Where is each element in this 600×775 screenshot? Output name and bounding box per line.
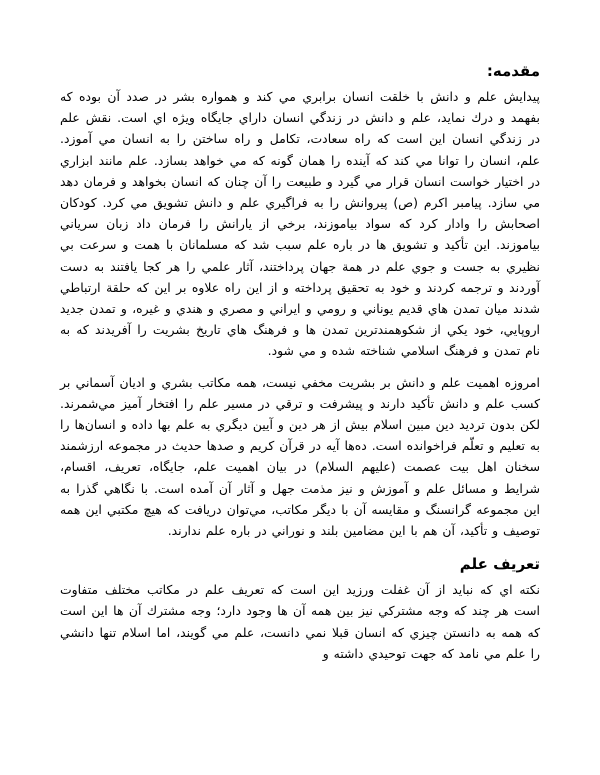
section-heading-introduction: مقدمه: [486,62,540,80]
section-heading-definition-of-science: تعريف علم [459,555,540,574]
paragraph-introduction-1: پيدايش علم و دانش با خلقت انسان برابري مي كند و همواره بشر در صدد آن بوده كه بفهمد و درك نمايد، علم و دانش در زندگي انسان داراي جايگاه ويژه اي است. نقش علم در زندگي انسان اين است كه راه سعادت، تكامل و راه ساختن را به انسان مي آموزد. علم، انسان را توانا مي كند كه آينده را همان گونه كه مي خواهد بسازد. علم مانند ابزاري در اختيار خواست انسان قرار مي گيرد و طبيعت را آن چنان كه انسان بخواهد و فرمان دهد مي سازد. پيامبر اكرم (ص) پيروانش را به فراگيري علم و دانش تشويق مي كرد. كودكان اصحابش را وادار كرد كه سواد بياموزند، برخي از يارانش را فرمان داد زبان سرياني بياموزند. اين تأكيد و تشويق ها در باره علم سبب شد كه مسلمانان با همت و سرعت بي نظيري به جست و جوي علم در همة جهان پرداختند، آثار علمي را هر كجا يافتند به دست آوردند و ترجمه كردند و خود به تحقيق پرداخته و از اين راه علاوه بر اين كه حلقة ارتباطي شدند ميان تمدن هاي قديم يوناني و رومي و ايراني و مصري و هندي و غيره، و تمدن جديد اروپايي، خود يكي از شكوهمندترين تمدن ها و فرهنگ هاي تاريخ بشريت را آفريدند كه به نام تمدن و فرهنگ اسلامي شناخته شده و مي شود. [60,89,540,359]
paragraph-definition-1: نكته اي كه نبايد از آن غفلت ورزيد اين است كه تعريف علم در مكاتب مختلف متفاوت است هر چند كه وجه مشتركي نيز بين همه آن ها وجود دارد؛ وجه مشترك آن ها اين است كه همه به دانستن چيزي كه انسان قبلا نمي دانست، علم مي گويند، اما اسلام تنها دانشي را علم مي نامد كه جهت توحيدي داشته و [60,582,540,661]
paragraph-introduction-2: امروزه اهميت علم و دانش بر بشريت مخفي نيست، همه مكاتب بشري و اديان آسماني بر كسب علم و دانش تأكيد دارند و پيشرفت و ترقي در مسير علم را افتخار آميز مي‌شمرند. لكن بدون ترديد دين مبين اسلام بيش از هر دين و آيين ديگري به علم بها داده و انسان‌ها را به تعليم و تعلّم فراخوانده است. ده‌ها آيه در قرآن كريم و صدها حديث در مجموعه ارزشمند سخنان اهل بيت عصمت (عليهم السلام) در بيان اهميت علم، جايگاه، تعريف، اقسام، شرايط و مسائل علم و آموزش و نيز مذمت جهل و آثار آن آمده است. با نگاهي گذرا به اين مجموعه گرانسنگ و مقايسه آن با ديگر مكاتب، مي‌توان دريافت كه هيچ مكتبي اين همه توصيف و تأكيد، آن هم با اين مضامين بلند و نوراني در باره علم ندارند. [60,374,540,539]
